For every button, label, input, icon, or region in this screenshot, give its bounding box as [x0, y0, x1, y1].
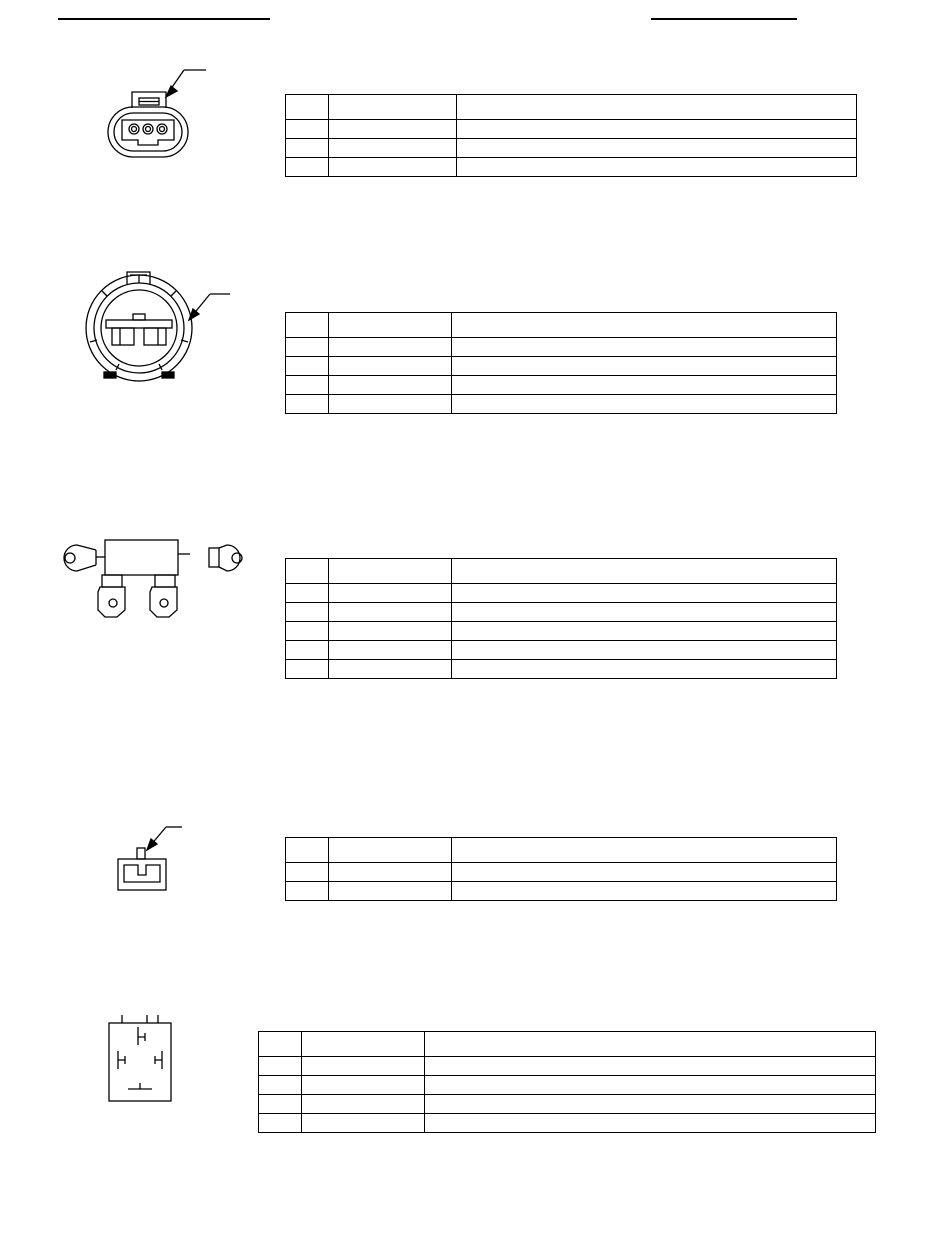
circuit-cell — [302, 1076, 425, 1095]
circuit-cell — [302, 1095, 425, 1114]
function-cell — [452, 395, 837, 414]
function-cell — [452, 882, 837, 901]
cavity-cell — [286, 660, 329, 679]
function-cell — [457, 120, 857, 139]
function-cell — [452, 863, 837, 882]
circuit-cell — [329, 120, 457, 139]
table-row — [286, 622, 837, 641]
cavity-cell — [259, 1095, 302, 1114]
cavity-cell — [286, 863, 329, 882]
circuit-cell — [329, 641, 452, 660]
table-row — [286, 376, 837, 395]
function-cell — [452, 338, 837, 357]
table-row — [286, 882, 837, 901]
cavity-cell — [286, 376, 329, 395]
table-row — [286, 603, 837, 622]
cavity-cell — [286, 139, 329, 158]
connector-1-pin-table — [285, 94, 857, 177]
function-cell — [452, 584, 837, 603]
table-row — [286, 139, 857, 158]
table-row — [286, 641, 837, 660]
circuit-cell — [329, 863, 452, 882]
table-row — [286, 338, 837, 357]
circuit-cell — [302, 1114, 425, 1133]
table-header-row — [286, 313, 837, 338]
circuit-cell — [329, 622, 452, 641]
cavity-cell — [286, 120, 329, 139]
function-cell — [425, 1076, 876, 1095]
table-row — [259, 1076, 876, 1095]
circuit-cell — [329, 376, 452, 395]
table-row — [259, 1095, 876, 1114]
header-left-rule — [58, 18, 270, 20]
circuit-cell — [329, 882, 452, 901]
function-cell — [457, 139, 857, 158]
cavity-cell — [259, 1076, 302, 1095]
circuit-cell — [329, 139, 457, 158]
table-header-row — [259, 1032, 876, 1057]
two-pin-connector-icon — [110, 820, 190, 895]
circuit-cell — [329, 395, 452, 414]
table-header-row — [286, 95, 857, 120]
function-cell — [452, 641, 837, 660]
circuit-cell — [329, 158, 457, 177]
circuit-cell — [329, 357, 452, 376]
cavity-cell — [286, 395, 329, 414]
cavity-cell — [259, 1114, 302, 1133]
cavity-cell — [286, 882, 329, 901]
header-right-rule — [651, 18, 797, 20]
function-cell — [425, 1057, 876, 1076]
table-row — [286, 158, 857, 177]
cavity-cell — [286, 603, 329, 622]
circuit-cell — [329, 660, 452, 679]
cavity-cell — [286, 338, 329, 357]
circuit-cell — [329, 338, 452, 357]
cavity-cell — [286, 641, 329, 660]
table-row — [286, 357, 837, 376]
table-row — [286, 120, 857, 139]
table-row — [286, 863, 837, 882]
circuit-cell — [329, 584, 452, 603]
three-pin-oval-connector-icon — [100, 60, 220, 165]
cavity-cell — [259, 1057, 302, 1076]
function-cell — [425, 1114, 876, 1133]
function-cell — [457, 158, 857, 177]
cavity-cell — [286, 584, 329, 603]
relay-socket-connector-icon — [100, 1005, 180, 1105]
ring-terminal-block-icon — [55, 530, 255, 620]
function-cell — [425, 1095, 876, 1114]
cavity-cell — [286, 357, 329, 376]
cavity-cell — [286, 158, 329, 177]
connector-5-pin-table — [258, 1031, 876, 1133]
table-header-row — [286, 559, 837, 584]
table-row — [259, 1057, 876, 1076]
table-row — [286, 660, 837, 679]
circuit-cell — [329, 603, 452, 622]
table-row — [286, 395, 837, 414]
table-row — [286, 584, 837, 603]
round-connector-icon — [80, 262, 240, 392]
function-cell — [452, 357, 837, 376]
function-cell — [452, 622, 837, 641]
connector-4-pin-table — [285, 837, 837, 901]
connector-3-pin-table — [285, 558, 837, 679]
table-header-row — [286, 838, 837, 863]
function-cell — [452, 660, 837, 679]
circuit-cell — [302, 1057, 425, 1076]
table-row — [259, 1114, 876, 1133]
connector-2-pin-table — [285, 312, 837, 414]
function-cell — [452, 376, 837, 395]
function-cell — [452, 603, 837, 622]
cavity-cell — [286, 622, 329, 641]
